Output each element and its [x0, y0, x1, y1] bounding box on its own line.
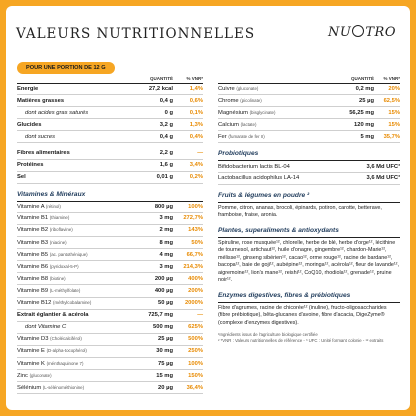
vnr-percent: 0,1%	[189, 109, 203, 116]
plants-section-title: Plantes, superaliments & antioxydants	[218, 226, 339, 234]
quantity-value: 3 mg	[159, 263, 173, 270]
minerals-table	[218, 83, 400, 143]
nutrient-name: Calcium	[218, 121, 239, 128]
nutrient-form: (gluconate)	[236, 86, 259, 92]
quantity-value: 0,01 g	[156, 174, 173, 181]
vnr-percent: 20%	[388, 86, 400, 93]
nutrition-card	[6, 6, 410, 410]
table-row	[17, 285, 203, 297]
nutrient-form: (L-sélénométhionine)	[42, 384, 85, 390]
nutrient-name: Vitamine B5	[17, 251, 49, 258]
nutrient-name: Chrome	[218, 97, 239, 104]
vnr-percent: 200%	[188, 287, 203, 294]
enzymes-text: Fibre d'agrumes, racine de chicorée¹² (inuline), fructo-oligosaccharides (fibre prébiotique), bêta-glucanes d'avoine, fibre d'acacia, DigeZyme® (complexe d'enzymes digestives).	[218, 302, 400, 328]
table-row	[17, 358, 203, 370]
fruits-text: Pomme, citron, ananas, brocoli, épinards, potiron, carotte, betterave, framboise, fraise, aronia.	[218, 202, 400, 220]
vnr-percent: 214,3%	[183, 263, 203, 270]
table-row	[17, 370, 203, 382]
quantity-value: 500 mg	[153, 324, 173, 331]
table-row	[17, 83, 203, 95]
row-label	[17, 150, 141, 156]
vnr-percent: 50%	[191, 239, 203, 246]
quantity-value: 3,6 Md UFC³	[366, 175, 400, 182]
nutrient-form: (pyridoxal-5-P)	[49, 263, 79, 269]
quantity-value: 1,6 g	[159, 162, 173, 169]
row-label	[218, 175, 360, 181]
nutrient-name: Zinc	[17, 372, 28, 379]
nutrient-form: (ménthaquinone 7)	[46, 360, 84, 366]
row-label	[17, 252, 141, 258]
table-row	[218, 107, 400, 119]
vnr-percent: 15%	[388, 109, 400, 116]
quantity-value: 30 mg	[156, 348, 173, 355]
fruits-section-title: Fruits & légumes en poudre ²	[218, 191, 310, 199]
quantity-value: 0,2 mg	[355, 86, 374, 93]
vnr-percent: 400%	[188, 275, 203, 282]
nutrient-name: Extrait églantier & acérola	[17, 312, 89, 319]
table-row	[17, 322, 203, 334]
vnr-percent: 150%	[188, 372, 203, 379]
table-row	[218, 131, 400, 143]
nutrient-form: (gluconate)	[29, 372, 52, 378]
vnr-percent: 100%	[188, 203, 203, 210]
nutrient-form: (niacine)	[49, 239, 67, 245]
table-row	[218, 119, 400, 131]
vnr-percent: 272,7%	[183, 215, 203, 222]
nutrient-name: Vitamine A	[17, 203, 45, 210]
vnr-percent: 143%	[188, 227, 203, 234]
vnr-percent: 500%	[188, 336, 203, 343]
nutrient-name: Cuivre	[218, 86, 235, 93]
row-label	[17, 324, 141, 330]
row-label	[218, 98, 334, 104]
nutrient-form: (fumarate de fer II)	[228, 133, 265, 139]
nutrient-form: (méthylcobalamine)	[53, 300, 92, 306]
row-label	[17, 240, 141, 246]
table-row	[17, 382, 203, 394]
nutrient-form: (rétinol)	[45, 203, 61, 209]
qty-header: QUANTITÉ	[351, 76, 374, 81]
row-label	[218, 86, 334, 92]
table-row	[17, 273, 203, 285]
quantity-value: 25 µg	[359, 97, 374, 104]
logo-text-start: NU	[328, 25, 352, 40]
nutrient-name: Bifidobacterium lactis BL-04	[218, 163, 290, 170]
row-label	[17, 110, 141, 116]
probiotics-section-title: Probiotiques	[218, 150, 259, 158]
quantity-value: 50 µg	[158, 300, 173, 307]
row-label	[218, 122, 334, 128]
table-row	[218, 173, 400, 185]
nutrient-form: (picolinate)	[240, 97, 262, 103]
vnr-percent: 0,2%	[189, 174, 203, 181]
nutrient-name: Vitamine B8	[17, 275, 49, 282]
row-label	[17, 215, 141, 221]
table-row	[17, 237, 203, 249]
nutrient-name: Vitamine K	[17, 360, 45, 367]
nutrient-form: (L-méthylfolate)	[49, 287, 81, 293]
table-row	[17, 334, 203, 346]
quantity-value: 725,7 mg	[148, 312, 173, 319]
nutrient-name: Vitamine B12	[17, 300, 52, 307]
quantity-value: 3 mg	[159, 215, 173, 222]
quantity-value: 25 µg	[158, 336, 173, 343]
row-label	[17, 288, 141, 294]
table-row	[17, 172, 203, 184]
nutrient-form: (lactate)	[240, 121, 257, 127]
vnr-header: % VNR*	[383, 76, 400, 81]
vitamins-section-title: Vitamines & Minéraux	[17, 190, 86, 198]
quantity-value: 2,2 g	[159, 150, 173, 157]
nutrient-name: Vitamine E	[17, 348, 45, 355]
footnote-organic: ¹Ingrédients issus de l'agriculture biologique certifiée	[218, 332, 318, 338]
vnr-percent: 3,4%	[189, 162, 203, 169]
vnr-percent: 66,7%	[186, 251, 203, 258]
macros-table	[17, 83, 203, 184]
vnr-percent: 62,5%	[383, 97, 400, 104]
nutrient-name: Sel	[17, 174, 26, 181]
table-row	[17, 107, 203, 119]
probiotics-table	[218, 160, 400, 184]
quantity-value: 56,25 mg	[349, 109, 374, 116]
nutrient-form: (D-alpha-tocophérol)	[46, 348, 87, 354]
nutrient-name: Matières grasses	[17, 97, 65, 104]
vnr-percent: 15%	[388, 121, 400, 128]
row-label	[17, 98, 141, 104]
row-label	[17, 86, 141, 92]
quantity-value: 20 µg	[158, 384, 173, 391]
table-row	[17, 131, 203, 143]
nutrient-form: (Cholécalciférol)	[50, 336, 82, 342]
nutrient-name: Sélénium	[17, 384, 42, 391]
table-row	[17, 147, 203, 159]
quantity-value: 120 mg	[354, 121, 374, 128]
table-row	[218, 95, 400, 107]
page-title: VALEURS NUTRITIONNELLES	[16, 26, 256, 42]
row-label	[17, 385, 141, 391]
row-label	[17, 312, 141, 318]
vnr-percent: 250%	[188, 348, 203, 355]
vnr-percent: 35,7%	[383, 133, 400, 140]
row-label	[17, 348, 141, 354]
quantity-value: 27,2 kcal	[148, 86, 173, 93]
row-label	[218, 164, 360, 170]
footnote-vnr: ² *VNR : Valeurs nutritionnelles de référence - ³ UFC : Unité formant colonie - ¹² extraits	[218, 338, 384, 344]
nutrient-name: Vitamine B2	[17, 227, 49, 234]
row-label	[17, 174, 141, 180]
vnr-percent: 1,3%	[189, 121, 203, 128]
nutrient-name: dont Vitamine C	[25, 324, 67, 331]
quantity-value: 3,2 g	[159, 121, 173, 128]
nutrient-name: Vitamine B6	[17, 263, 49, 270]
row-label	[17, 264, 141, 270]
logo-circle-icon	[352, 25, 364, 37]
row-label	[17, 276, 141, 282]
vnr-percent: 1,4%	[189, 86, 203, 93]
quantity-value: 4 mg	[159, 251, 173, 258]
nutrient-form: (ac. pantothénique)	[49, 251, 88, 257]
row-label	[17, 300, 141, 306]
table-row	[17, 249, 203, 261]
nutrient-name: Vitamine B1	[17, 215, 49, 222]
vnr-percent: 0,4%	[189, 133, 203, 140]
nutrient-name: Vitamine B3	[17, 239, 49, 246]
quantity-value: 800 µg	[154, 203, 173, 210]
nutrient-name: Fibres alimentaires	[17, 150, 70, 157]
right-table-header	[218, 74, 400, 83]
vnr-percent: —	[197, 312, 203, 319]
row-label	[17, 134, 141, 140]
vitamins-table	[17, 201, 203, 395]
table-row	[17, 346, 203, 358]
vnr-percent: 100%	[188, 360, 203, 367]
nutrient-name: dont sucres	[25, 133, 55, 140]
row-label	[17, 373, 141, 379]
table-row	[17, 310, 203, 322]
row-label	[17, 122, 141, 128]
plants-text: Spiruline, rose musquée¹², chlorelle, herbe de blé, herbe d'orge¹², lécithine de tournesol, artichaut¹², huile d'onagre, gingembre¹², chardon-Marie¹², mélisse¹², ginseng sibérien¹², cacao¹², orme rouge¹², racine de bardane¹², bacopa¹², baie de goji¹², aubépine¹², moringa¹², acérola¹², fleur de lavande¹², aigremoine¹², lion's mane¹², reishi¹², CoQ10, rhodiola¹², grenade¹², pruine noir¹².	[218, 237, 400, 285]
quantity-value: 75 µg	[158, 360, 173, 367]
nutrient-name: Glucides	[17, 121, 42, 128]
nutrient-name: Magnésium	[218, 109, 248, 116]
nutrient-form: (biotine)	[49, 275, 66, 281]
table-row	[17, 261, 203, 273]
vnr-percent: 36,4%	[186, 384, 203, 391]
quantity-value: 200 µg	[154, 275, 173, 282]
table-row	[218, 83, 400, 95]
quantity-value: 8 mg	[159, 239, 173, 246]
table-row	[17, 213, 203, 225]
quantity-value: 0,4 g	[159, 133, 173, 140]
quantity-value: 0 g	[164, 109, 173, 116]
quantity-value: 3,6 Md UFC³	[366, 163, 400, 170]
quantity-value: 5 mg	[360, 133, 374, 140]
row-label	[17, 361, 141, 367]
logo-text-end: TRO	[365, 25, 396, 40]
row-label	[17, 227, 141, 233]
nutrient-name: dont acides gras saturés	[25, 109, 89, 116]
nutrient-form: (riboflavine)	[49, 227, 73, 233]
nutrient-form: (bisglycinate)	[249, 109, 276, 115]
quantity-value: 2 mg	[159, 227, 173, 234]
nutrient-name: Énergie	[17, 86, 39, 93]
left-table-header	[17, 74, 203, 83]
vnr-percent: —	[197, 150, 203, 157]
quantity-value: 15 mg	[156, 372, 173, 379]
right-column	[218, 74, 400, 344]
row-label	[17, 204, 141, 210]
table-row	[17, 201, 203, 213]
nutrient-form: (thiamine)	[49, 215, 70, 221]
table-row	[218, 160, 400, 172]
nutrient-name: Vitamine B9	[17, 287, 49, 294]
table-row	[17, 119, 203, 131]
row-label	[218, 134, 334, 140]
row-label	[17, 162, 141, 168]
table-row	[17, 298, 203, 310]
vnr-percent: 625%	[188, 324, 203, 331]
row-label	[218, 110, 334, 116]
table-row	[17, 95, 203, 107]
row-label	[17, 336, 141, 342]
vnr-percent: 0,6%	[189, 97, 203, 104]
nutrient-name: Fer	[218, 133, 227, 140]
left-column	[17, 74, 203, 394]
table-row	[17, 160, 203, 172]
vnr-percent: 2000%	[184, 300, 203, 307]
nutrient-name: Lactobacillus acidophilus LA-14	[218, 175, 300, 182]
quantity-value: 0,4 g	[159, 97, 173, 104]
qty-header: QUANTITÉ	[150, 76, 173, 81]
enzymes-section-title: Enzymes digestives, fibres & prébiotiques	[218, 291, 351, 299]
table-row	[17, 225, 203, 237]
quantity-value: 400 µg	[154, 287, 173, 294]
nutrient-name: Protéines	[17, 162, 44, 169]
vnr-header: % VNR*	[186, 76, 203, 81]
footnotes	[218, 332, 400, 344]
portion-badge: POUR UNE PORTION DE 12 G	[17, 62, 115, 74]
nutrient-name: Vitamine D3	[17, 336, 49, 343]
brand-logo	[328, 25, 396, 40]
